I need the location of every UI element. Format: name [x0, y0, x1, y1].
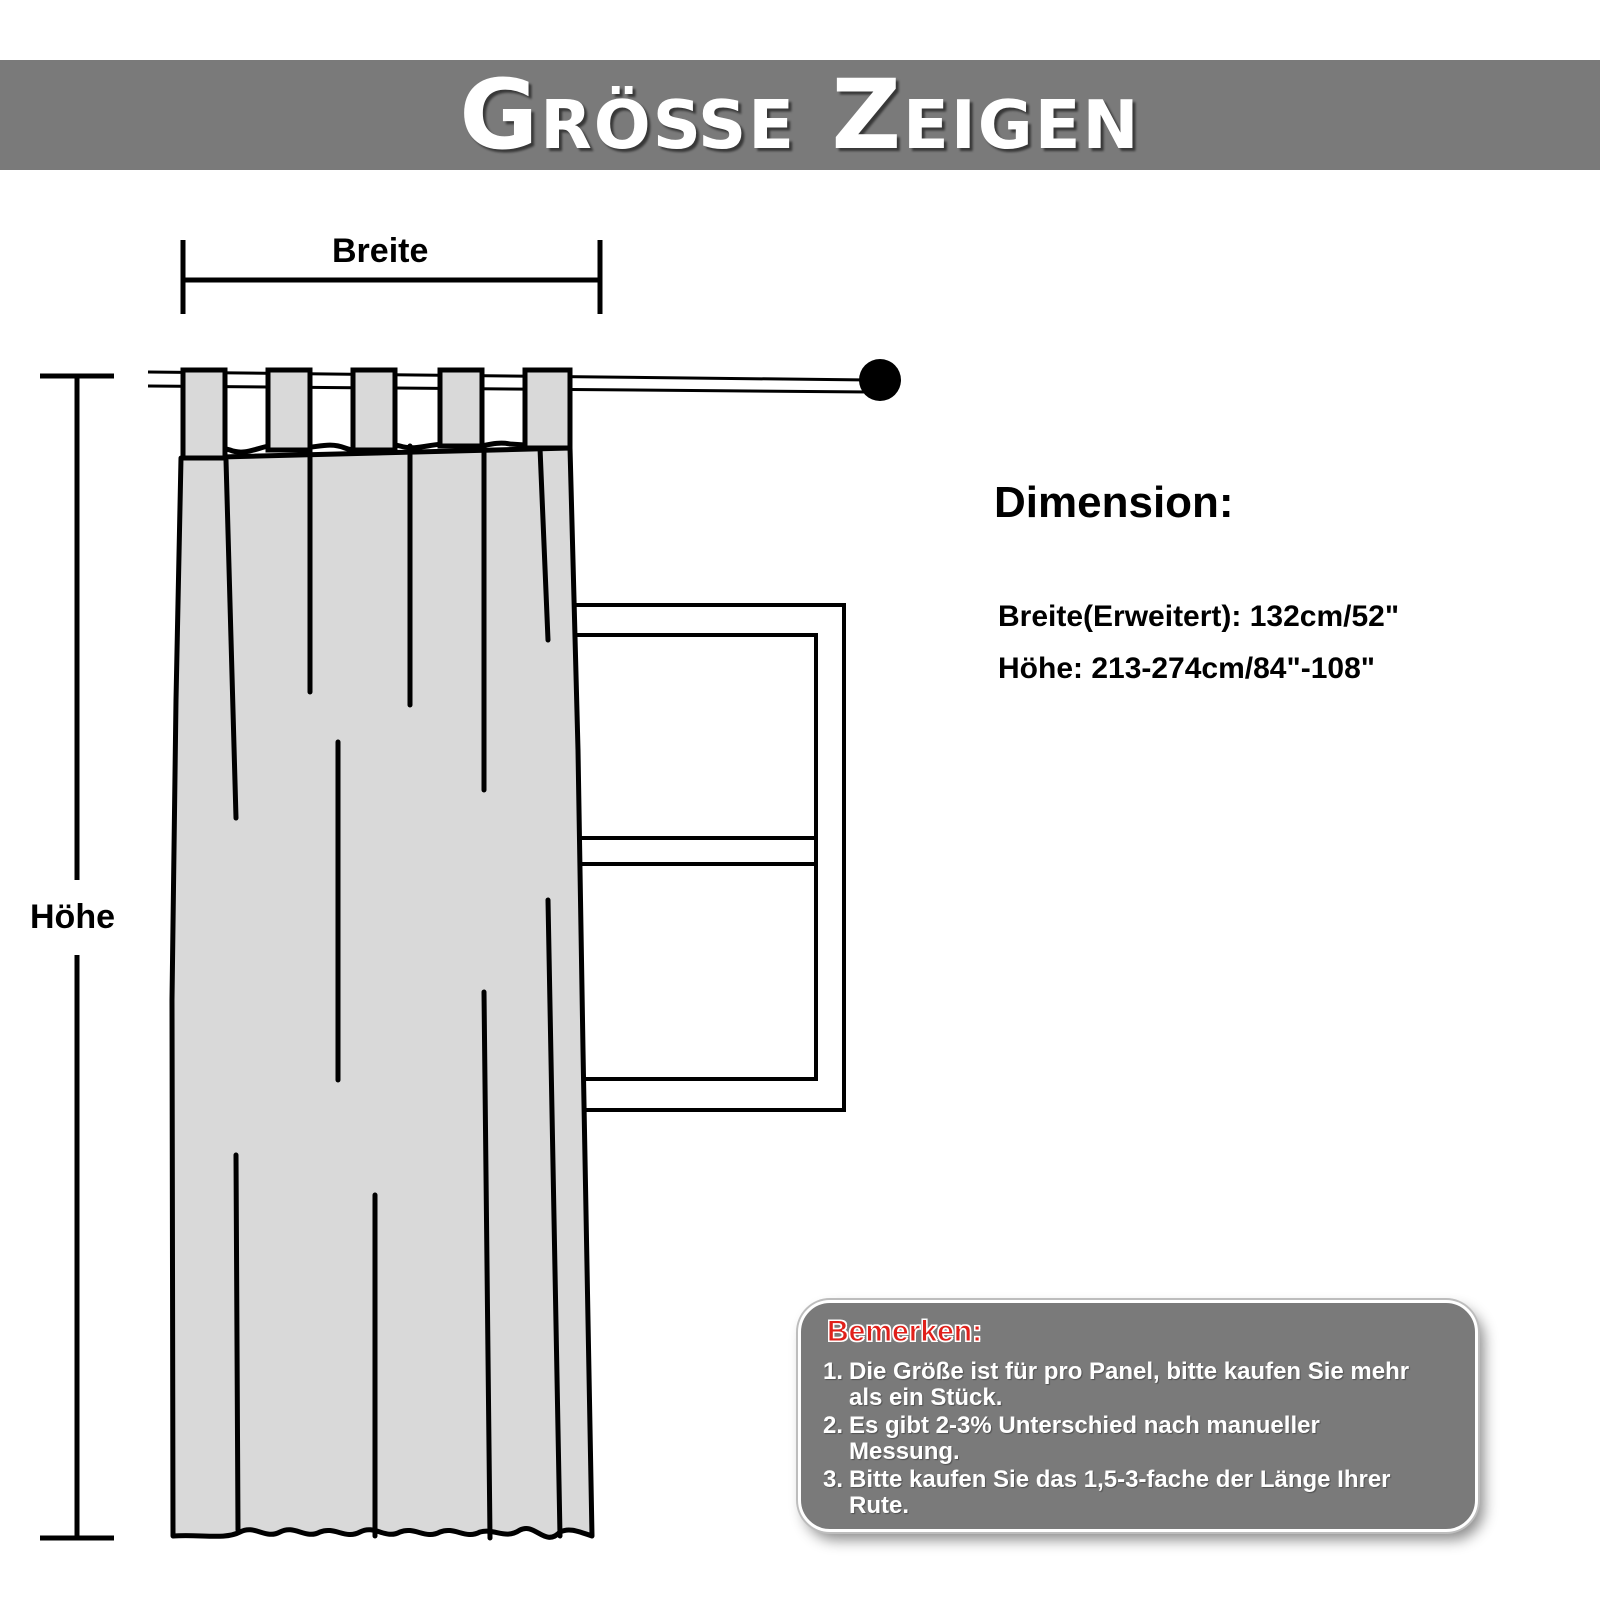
width-label: Breite — [332, 232, 429, 270]
note-text-continued: als ein Stück. — [849, 1384, 1003, 1411]
note-item — [823, 1413, 1453, 1465]
dimension-width: Breite(Erweitert): 132cm/52" — [998, 600, 1400, 633]
note-text: Bitte kaufen Sie das 1,5-3-fache der Länge Ihrer — [849, 1466, 1391, 1493]
dimension-title: Dimension: — [994, 478, 1234, 527]
notes-box — [798, 1300, 1478, 1532]
window-frame-icon — [556, 605, 844, 1110]
note-text-continued: Messung. — [849, 1438, 960, 1465]
note-text: Die Größe ist für pro Panel, bitte kaufen Sie mehr — [849, 1358, 1410, 1385]
note-number: 3. — [823, 1466, 844, 1493]
curtain-panel-icon — [172, 443, 592, 1538]
note-text: Es gibt 2-3% Unterschied nach manueller — [849, 1412, 1320, 1439]
note-number: 2. — [823, 1412, 844, 1439]
page-title: Größe Zeigen — [459, 59, 1141, 171]
dimension-height: Höhe: 213-274cm/84"-108" — [998, 652, 1375, 685]
note-item — [823, 1467, 1453, 1519]
note-text-continued: Rute. — [849, 1492, 909, 1519]
notes-title: Bemerken: — [827, 1315, 983, 1348]
height-label: Höhe — [30, 898, 115, 936]
note-number: 1. — [823, 1358, 844, 1385]
height-dimension-icon — [40, 376, 114, 1538]
note-item — [823, 1359, 1453, 1411]
